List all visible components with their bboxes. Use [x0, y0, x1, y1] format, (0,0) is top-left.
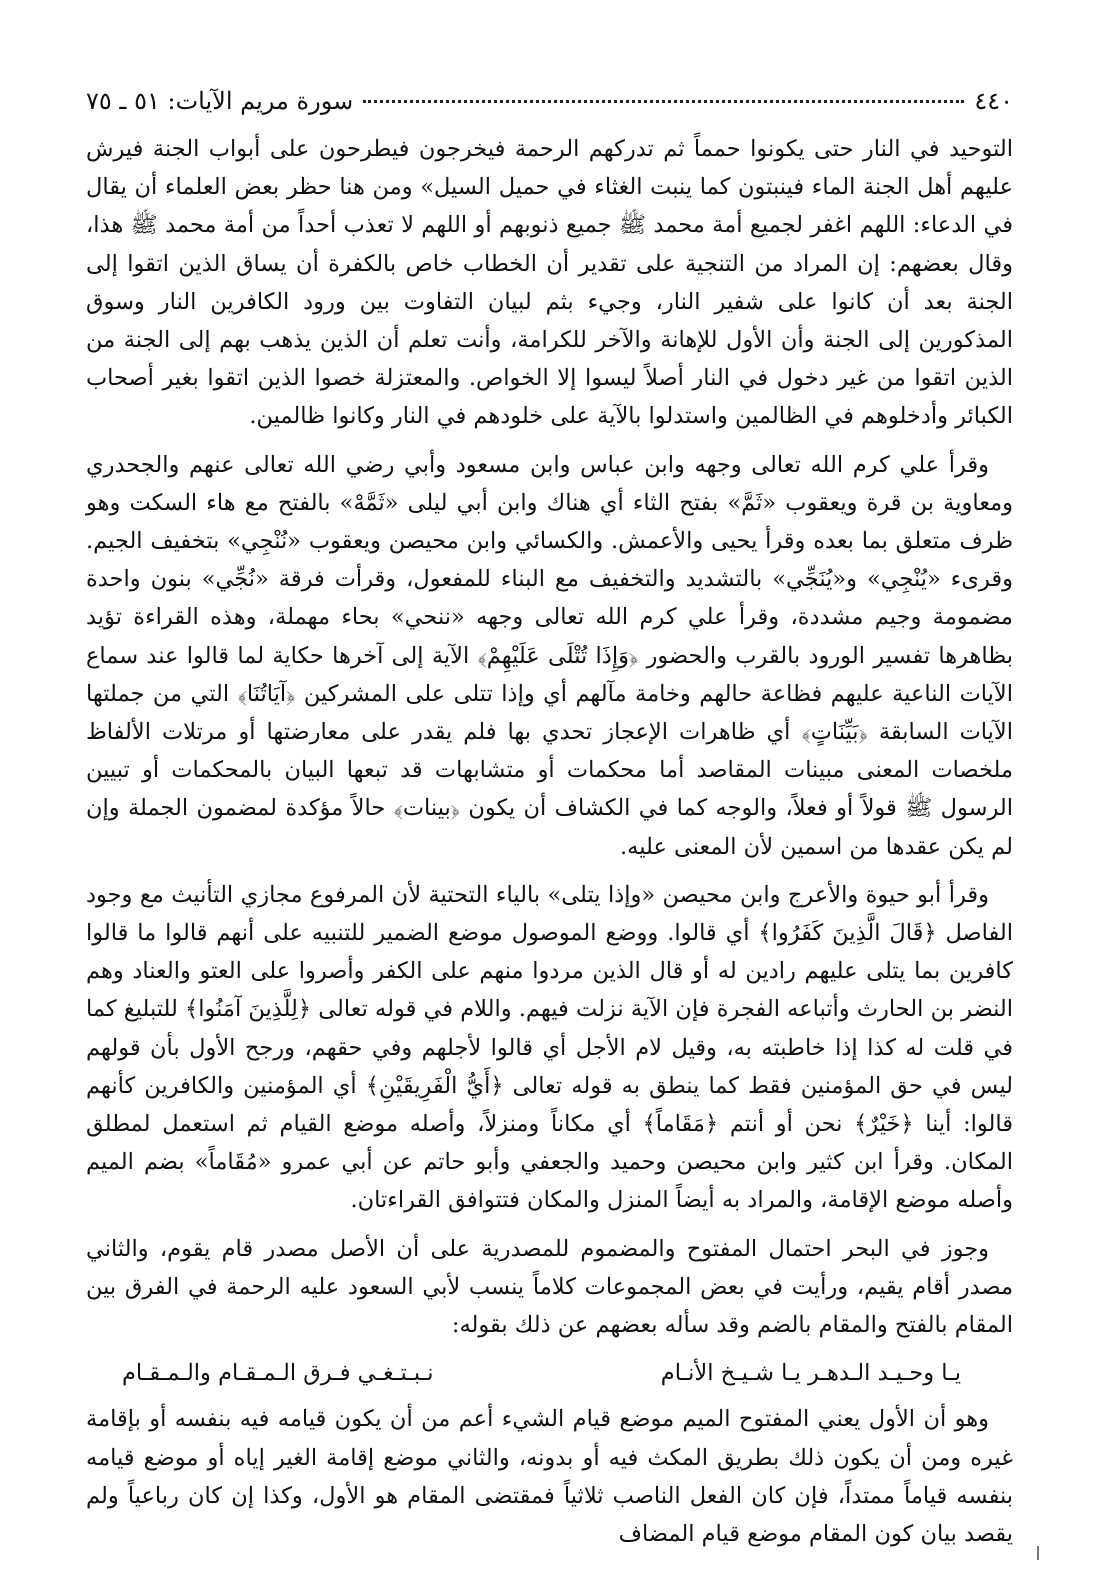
paragraph-4: وجوز في البحر احتمال المفتوح والمضموم للمصدرية على أن الأصل مصدر قام يقوم، والثاني مصدر أقام يقيم، ورأيت في بعض المجموعات كلاماً ينسب لأبي السعود عليه الرحمة في الفرق بين المقام بالفتح والمقام بالضم وقد سأله بعضهم عن ذلك بقوله:: [86, 1235, 1013, 1339]
verse-first-hemistich: يـا وحـيـد الـدهـر يـا شـيـخ الأنـام: [660, 1360, 961, 1387]
body-text: [86, 130, 1013, 1553]
running-header: [86, 86, 1013, 116]
paragraph-3: وقرأ أبو حيوة والأعرج وابن محيصن «وإذا يتلى» بالياء التحتية لأن المرفوع مجازي التأنيث مع وجود الفاصل ﴿قَالَ الَّذِينَ كَفَرُوا﴾ أي قالوا. ووضع الموصول موضع الضمير للتنبيه على أنهم قالوا ما قالوا كافرين بما يتلى عليهم رادين له أو قال الذين مردوا منهم على الكفر وأصروا على العتو والعناد وهم النضر بن الحارث وأتباعه الفجرة فإن الآية نزلت فيهم. واللام في قوله تعالى ﴿لِلَّذِينَ آمَنُوا﴾ للتبليغ كما في قلت له كذا إذا خاطبته به، وقيل لام الأجل أي قالوا لأجلهم وفي حقهم، ورجح الأول بأن قولهم ليس في حق المؤمنين فقط كما ينطق به قوله تعالى ﴿أَيُّ الْفَرِيقَيْنِ﴾ أي المؤمنين والكافرين كأنهم قالوا: أينا ﴿خَيْرٌ﴾ نحن أو أنتم ﴿مَقَاماً﴾ أي مكاناً ومنزلاً، وأصله موضع القيام ثم استعمل لمطلق المكان. وقرأ ابن كثير وابن محيصن وحميد والجعفي وأبو حاتم عن أبي عمرو «مُقَاماً» بضم الميم وأصله موضع الإقامة، والمراد به أيضاً المنزل والمكان فتتوافق القراءتان.: [86, 881, 1013, 1214]
margin-mark: [1037, 1546, 1039, 1560]
surah-title: سورة مريم الآيات: ٥١ ـ ٧٥: [86, 87, 354, 115]
header-dotted-leader: [363, 100, 964, 103]
paragraph-1: التوحيد في النار حتى يكونوا حمماً ثم تدركهم الرحمة فيخرجون فيطرحون على أبواب الجنة فيرش عليهم أهل الجنة الماء فينبتون كما ينبت الغثاء في حميل السيل» ومن هنا حظر بعض العلماء أن يقال في الدعاء: اللهم اغفر لجميع أمة محمد ﷺ جميع ذنوبهم أو اللهم لا تعذب أحداً من أمة محمد ﷺ هذا، وقال بعضهم: إن المراد من التنجية على تقدير أن الخطاب خاص بالكفرة أن يساق الذين اتقوا إلى الجنة بعد أن كانوا على شفير النار، وجيء بثم لبيان التفاوت بين ورود الكافرين النار وسوق المذكورين إلى الجنة وأن الأول للإهانة والآخر للكرامة، وأنت تعلم أن الذين يذهب بهم إلى الجنة من الذين اتقوا من غير دخول في النار أصلاً ليسوا إلا الخواص. والمعتزلة خصوا الذين اتقوا بغير أصحاب الكبائر وأدخلوهم في الظالمين واستدلوا بالآية على خلودهم في النار وكانوا ظالمين.: [86, 136, 1013, 430]
paragraph-5: وهو أن الأول يعني المفتوح الميم موضع قيام الشيء أعم من أن يكون قيامه فيه بنفسه أو بإقامة غيره ومن أن يكون ذلك بطريق المكث فيه أو بدونه، والثاني موضع إقامة الغير إياه أو موضع قيامه بنفسه قياماً ممتداً، فإن كان الفعل الناصب ثلاثياً فمقتضى المقام هو الأول، وكذا إن كان رباعياً ولم يقصد بيان كون المقام موضع قيام المضاف: [86, 1406, 1013, 1547]
verse-second-hemistich: نـبـتـغـي فـرق الـمـقـام والـمـقـام: [122, 1360, 434, 1387]
page-number: ٤٤٠: [974, 87, 1013, 115]
paragraph-2: وقرأ علي كرم الله تعالى وجهه وابن عباس وابن مسعود وأبي رضي الله تعالى عنهم والجحدري ومعاوية بن قرة ويعقوب «ثَمَّ» بفتح الثاء أي هناك وابن أبي ليلى «ثَمَّهْ» بالفتح مع هاء السكت وهو ظرف متعلق بما بعده وقرأ يحيى والأعمش. والكسائي وابن محيصن ويعقوب «نُنْجِي» بتخفيف الجيم. وقرىء «يُنْجِي» و«يُنَجِّي» بالتشديد والتخفيف مع البناء للمفعول، وقرأت فرقة «نُجِّي» بنون واحدة مضمومة وجيم مشددة، وقرأ علي كرم الله تعالى وجهه «ننحي» بحاء مهملة، وهذه القراءة تؤيد بظاهرها تفسير الورود بالقرب والحضور ﴿وَإِذَا تُتْلَى عَلَيْهِمْ﴾ الآية إلى آخرها حكاية لما قالوا عند سماع الآيات الناعية عليهم فظاعة حالهم وخامة مآلهم أي وإذا تتلى على المشركين ﴿آيَاتُنَا﴾ التي من جملتها الآيات السابقة ﴿بَيِّنَاتٍ﴾ أي ظاهرات الإعجاز تحدي بها فلم يقدر على معارضتها أو مرتلات الألفاظ ملخصات المعنى مبينات المقاصد أما محكمات أو متشابهات قد تبعها البيان بالمحكمات أو تبيين الرسول ﷺ قولاً أو فعلاً، والوجه كما في الكشاف أن يكون ﴿بينات﴾ حالاً مؤكدة لمضمون الجملة وإن لم يكن عقدها من اسمين لأن المعنى عليه.: [86, 451, 1013, 860]
poetry-verse: [86, 1354, 1013, 1392]
